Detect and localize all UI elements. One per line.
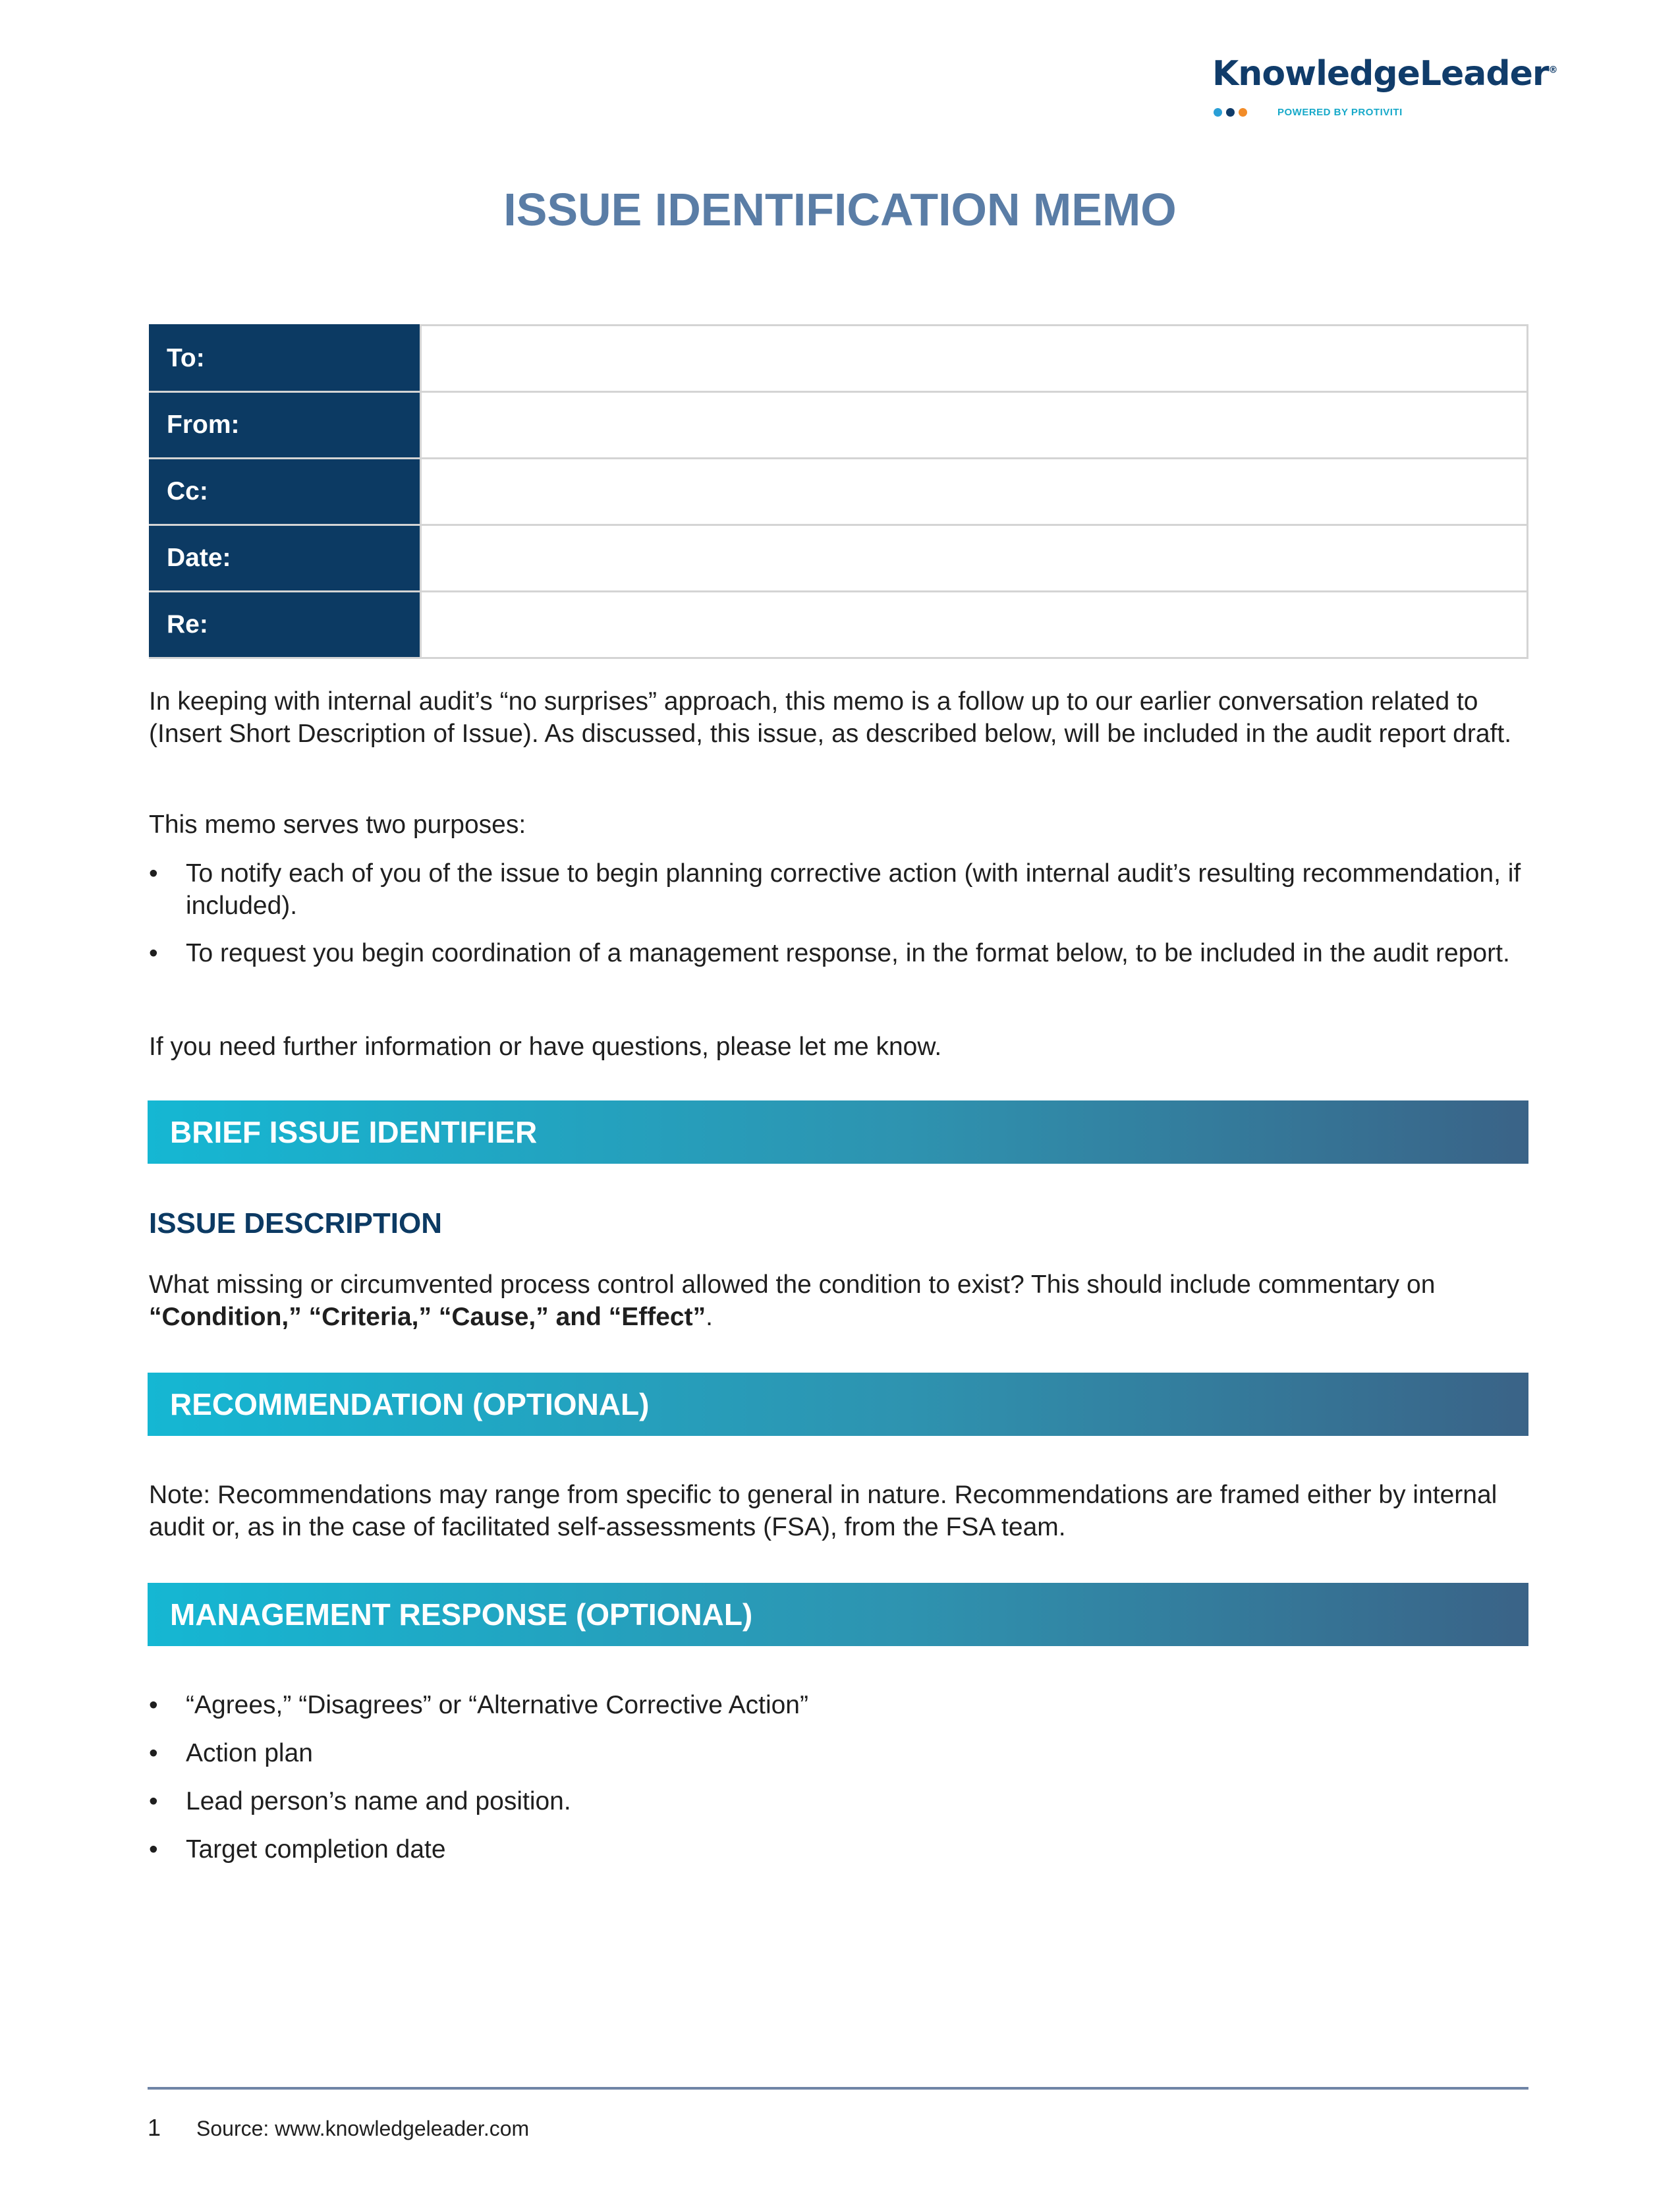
memo-label-from: From: <box>150 392 421 459</box>
issue-description-heading: ISSUE DESCRIPTION <box>149 1207 442 1240</box>
memo-value-to[interactable] <box>421 326 1528 392</box>
logo-dot-icon <box>1239 108 1247 117</box>
memo-row-from <box>150 392 1528 459</box>
bullet-icon: • <box>149 859 158 888</box>
memo-label-to: To: <box>150 326 421 392</box>
page-title: ISSUE IDENTIFICATION MEMO <box>503 184 1177 235</box>
memo-row-re <box>150 592 1528 658</box>
purposes-list <box>149 857 1532 969</box>
list-item <box>149 1833 1532 1866</box>
issue-description-body: What missing or circumvented process control allowed the condition to exist? This should include commentary on <box>149 1270 1436 1299</box>
recommendation-note: Note: Recommendations may range from specific to general in nature. Recommendations are framed either by internal audit or, as in the case of facilitated self-assessments (FSA), from the FSA team. <box>149 1481 1498 1541</box>
list-item <box>149 937 1532 969</box>
page-number: 1 <box>148 2114 161 2141</box>
bullet-icon: • <box>149 1835 158 1864</box>
management-item-text: “Agrees,” “Disagrees” or “Alternative Corrective Action” <box>186 1691 808 1719</box>
purpose-text: To notify each of you of the issue to begin planning corrective action (with internal audit’s resulting recommendation, if included). <box>186 859 1521 920</box>
memo-value-cc[interactable] <box>421 459 1528 525</box>
list-item <box>149 857 1532 922</box>
list-item <box>149 1737 1532 1769</box>
memo-row-to <box>150 326 1528 392</box>
logo-dot-icon <box>1214 108 1222 117</box>
memo-label-date: Date: <box>150 525 421 592</box>
footer-source: Source: www.knowledgeleader.com <box>196 2117 530 2140</box>
section-band-management-response: MANAGEMENT RESPONSE (OPTIONAL) <box>148 1583 1528 1646</box>
memo-header-table <box>149 324 1528 659</box>
list-item <box>149 1785 1532 1817</box>
logo-wordmark: KnowledgeLeader <box>1212 54 1549 94</box>
intro-paragraph: In keeping with internal audit’s “no surprises” approach, this memo is a follow up to our earlier conversation related to (Insert Short Description of Issue). As discussed, this issue, as described below, will be included in the audit report draft. <box>149 687 1512 748</box>
memo-row-date <box>150 525 1528 592</box>
bullet-icon: • <box>149 1691 158 1719</box>
memo-value-re[interactable] <box>421 592 1528 658</box>
section-band-recommendation: RECOMMENDATION (OPTIONAL) <box>148 1373 1528 1436</box>
purpose-text: To request you begin coordination of a management response, in the format below, to be included in the audit report. <box>186 939 1510 967</box>
registered-mark: ® <box>1548 65 1557 76</box>
list-item <box>149 1689 1532 1721</box>
footer-divider <box>148 2087 1528 2090</box>
management-item-text: Action plan <box>186 1739 313 1767</box>
issue-description-bold: “Condition,” “Criteria,” “Cause,” and “Effect” <box>149 1303 706 1331</box>
memo-row-cc <box>150 459 1528 525</box>
knowledgeleader-logo <box>1212 54 1557 118</box>
memo-label-re: Re: <box>150 592 421 658</box>
management-item-text: Lead person’s name and position. <box>186 1787 571 1815</box>
logo-dot-icon <box>1226 108 1235 117</box>
powered-by-text: POWERED BY PROTIVITI <box>1277 107 1403 118</box>
issue-description-end: . <box>706 1303 713 1331</box>
issue-description-text <box>149 1269 1532 1333</box>
closing-line: If you need further information or have questions, please let me know. <box>149 1033 942 1061</box>
section-band-brief-issue: BRIEF ISSUE IDENTIFIER <box>148 1100 1528 1164</box>
memo-value-from[interactable] <box>421 392 1528 459</box>
management-item-text: Target completion date <box>186 1835 446 1864</box>
memo-value-date[interactable] <box>421 525 1528 592</box>
memo-label-cc: Cc: <box>150 459 421 525</box>
bullet-icon: • <box>149 1739 158 1767</box>
bullet-icon: • <box>149 1787 158 1815</box>
management-response-list <box>149 1689 1532 1866</box>
purposes-lead: This memo serves two purposes: <box>149 811 526 839</box>
bullet-icon: • <box>149 939 158 967</box>
